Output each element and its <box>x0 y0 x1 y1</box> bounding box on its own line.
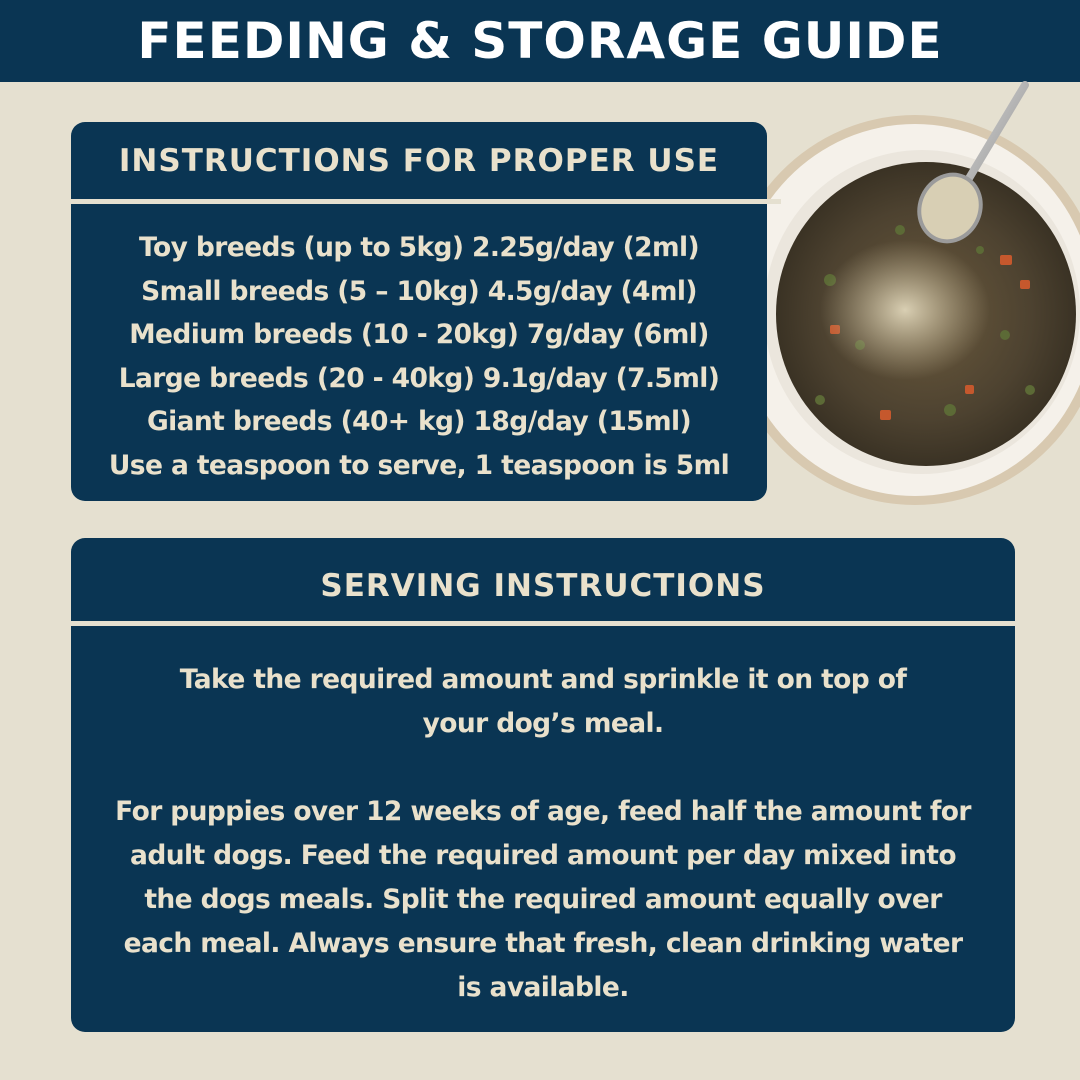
dosage-line-toy: Toy breeds (up to 5kg) 2.25g/day (2ml) <box>139 232 699 263</box>
dosage-line-small: Small breeds (5 – 10kg) 4.5g/day (4ml) <box>141 275 697 307</box>
dosage-line-medium: Medium breeds (10 - 20kg) 7g/day (6ml) <box>129 319 709 350</box>
dosage-line-large: Large breeds (20 - 40kg) 9.1g/day (7.5ml) <box>118 362 720 394</box>
dosage-list <box>71 226 767 487</box>
divider <box>71 199 781 204</box>
proper-use-card <box>71 122 767 501</box>
serving-paragraph-1: Take the required amount and sprinkle it on top of your dog’s meal. <box>179 664 907 739</box>
teaspoon-note: Use a teaspoon to serve, 1 teaspoon is 5ml <box>108 449 730 481</box>
serving-paragraph-2: For puppies over 12 weeks of age, feed half the amount for adult dogs. Feed the required amount per day mixed into the dogs meals. Split the required amount equally over each meal. Always ensure that fresh, clean drinking water is available. <box>115 796 971 1003</box>
proper-use-heading: INSTRUCTIONS FOR PROPER USE <box>118 143 720 179</box>
page-title: FEEDING & STORAGE GUIDE <box>137 12 943 70</box>
serving-card <box>71 538 1015 1032</box>
serving-body <box>101 658 985 1010</box>
divider <box>61 621 1041 626</box>
dosage-line-giant: Giant breeds (40+ kg) 18g/day (15ml) <box>146 406 692 437</box>
serving-heading: SERVING INSTRUCTIONS <box>320 567 766 604</box>
header-banner <box>0 0 1080 82</box>
